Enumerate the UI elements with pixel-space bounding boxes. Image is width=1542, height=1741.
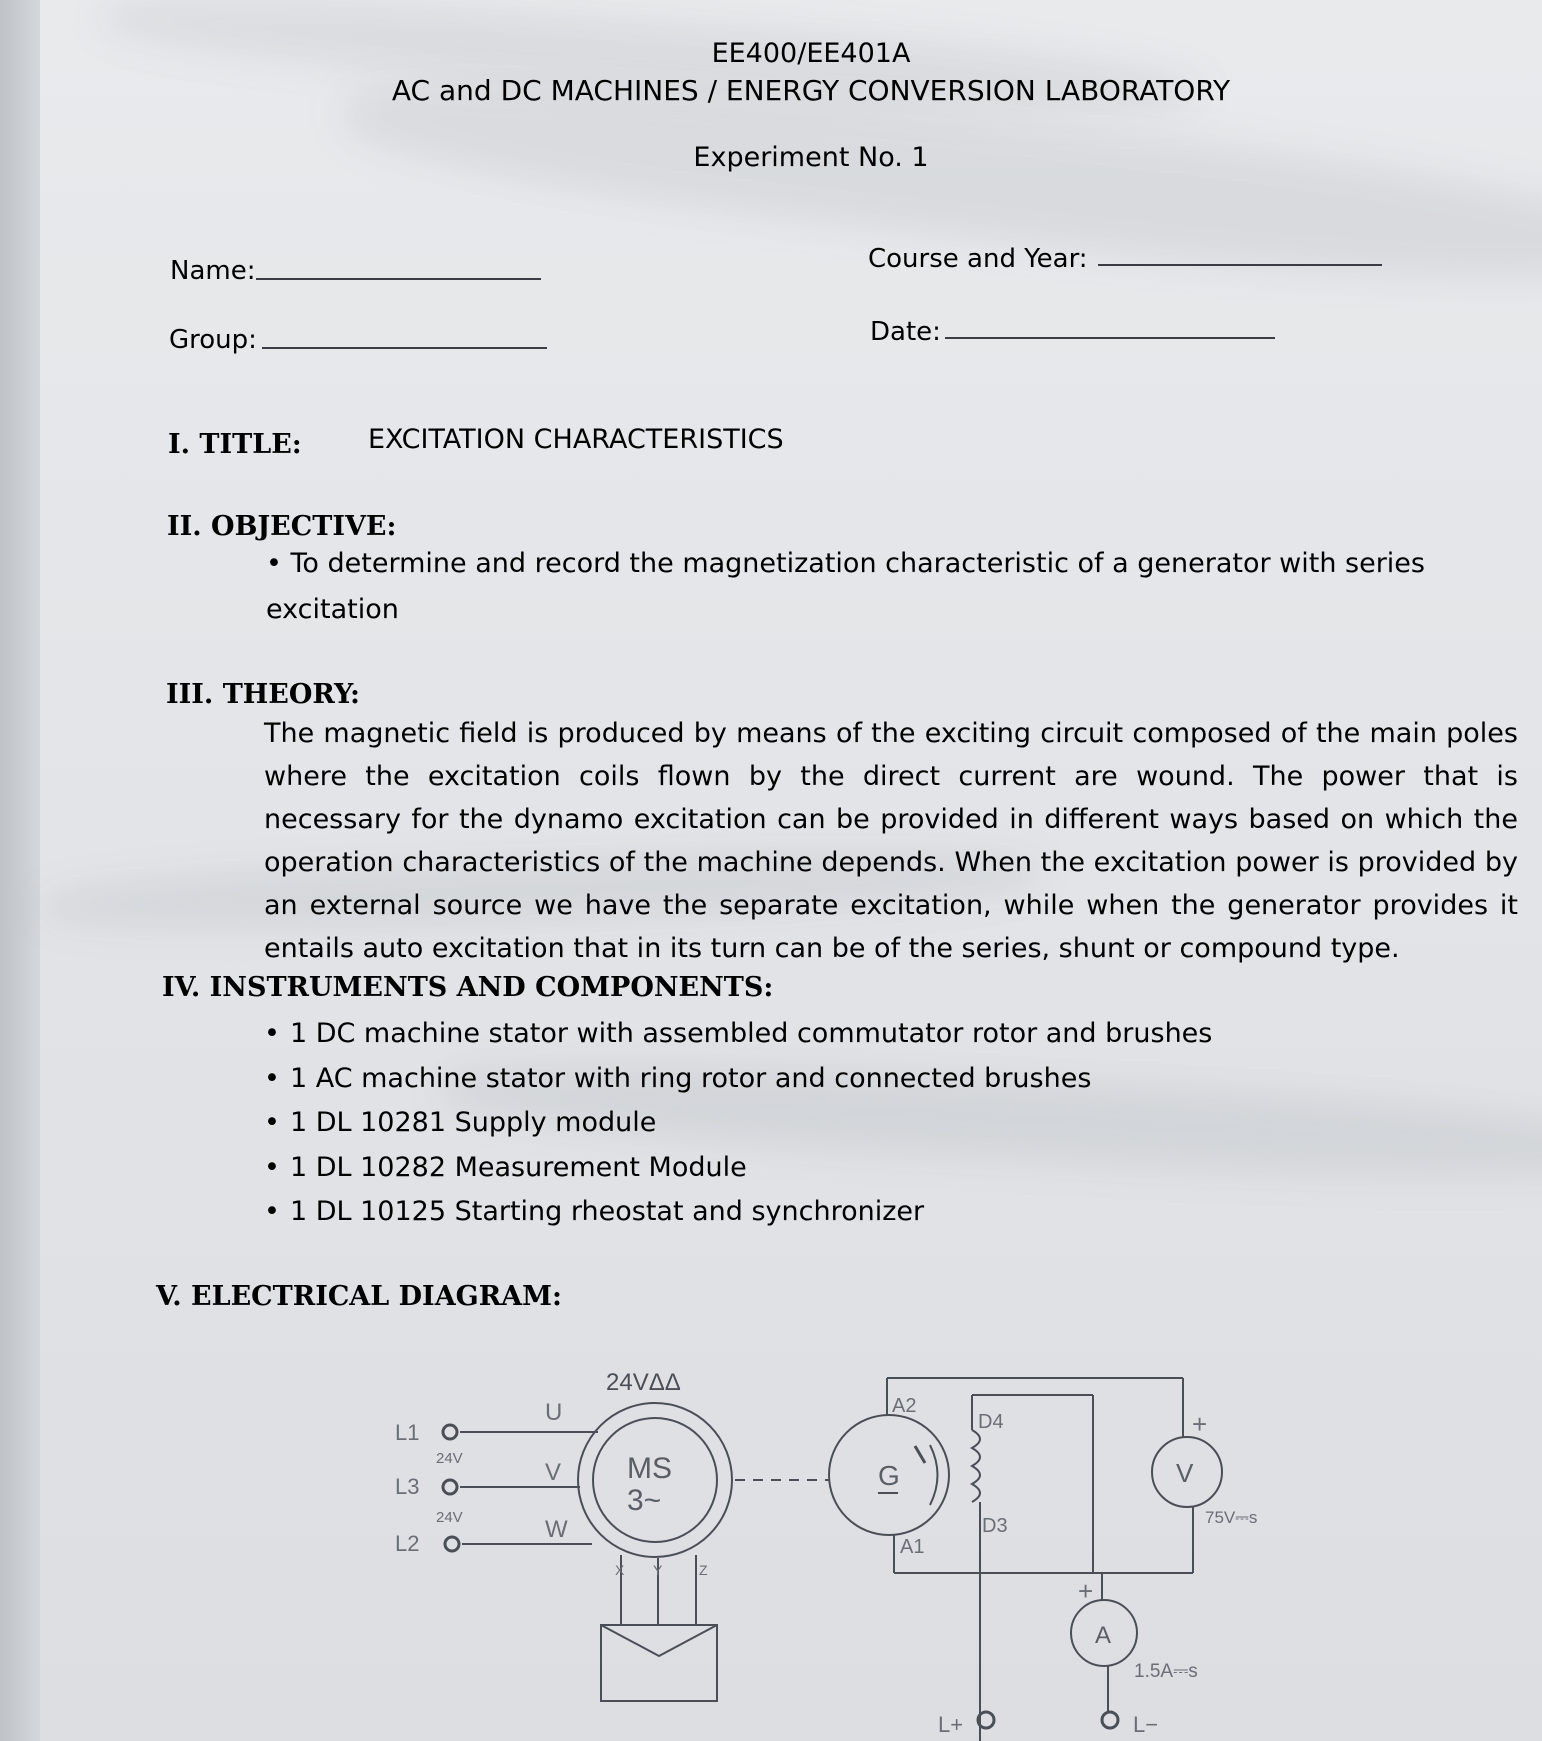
terminal-a2-label: A2 <box>892 1395 917 1417</box>
brush-mark <box>915 1446 925 1463</box>
course-year-label: Course and Year: <box>868 244 1088 274</box>
ammeter-plus: + <box>1078 1576 1094 1606</box>
dc-plus-label: L+ <box>938 1712 964 1737</box>
voltmeter-range: 75V⎓s <box>1205 1508 1258 1527</box>
motor-label: 3~ <box>627 1484 662 1517</box>
instrument-item: • 1 DL 10281 Supply module <box>264 1107 656 1138</box>
terminal-l3-icon <box>443 1480 457 1494</box>
motor-label: MS <box>627 1452 672 1485</box>
ammeter-symbol: A <box>1095 1622 1112 1649</box>
group-label: Group: <box>169 325 257 355</box>
phase-label: W <box>545 1516 568 1543</box>
name-label: Name: <box>170 256 256 286</box>
star-label: Y <box>653 1562 663 1578</box>
terminal-lminus-icon <box>1102 1712 1118 1728</box>
terminal-label: L2 <box>395 1531 420 1556</box>
experiment-number: Experiment No. 1 <box>693 142 929 173</box>
terminal-l1-icon <box>443 1425 457 1439</box>
title-value: EXCITATION CHARACTERISTICS <box>368 424 784 455</box>
instrument-item: • 1 DL 10282 Measurement Module <box>264 1152 747 1183</box>
star-connection <box>601 1625 717 1656</box>
date-label: Date: <box>870 317 941 347</box>
terminal-d3-label: D3 <box>982 1515 1008 1537</box>
brush-arc <box>930 1445 938 1505</box>
motor-rating-label: 24VΔΔ <box>606 1369 681 1396</box>
terminal-l2-icon <box>445 1537 459 1551</box>
theory-paragraph: The magnetic field is produced by means of the exciting circuit composed of the main poles where the excitation coils flown by the direct current are wound. The power that is necessary for the dynamo excitation can be provided in different ways based on which the operation characteristics of the machine depends. When the excitation power is provided by an external source we have the separate excitation, while when the generator provides it entails auto excitation that in its turn can be of the series, shunt or compound type. <box>264 718 1518 964</box>
terminal-a1-label: A1 <box>900 1536 925 1558</box>
bullet-icon: • <box>266 548 282 579</box>
phase-label: V <box>545 1459 562 1486</box>
terminal-label: L1 <box>395 1420 420 1445</box>
field-coil-icon <box>972 1430 980 1502</box>
star-box <box>601 1625 717 1701</box>
phase-label: U <box>545 1399 563 1426</box>
dc-minus-label: L− <box>1133 1712 1159 1737</box>
generator-label: G <box>878 1460 900 1491</box>
objective-heading: II. OBJECTIVE: <box>167 511 397 542</box>
instrument-item: • 1 DL 10125 Starting rheostat and synchronizer <box>264 1196 924 1227</box>
voltmeter-plus: + <box>1192 1409 1208 1439</box>
terminal-label: L3 <box>395 1474 420 1499</box>
voltmeter-symbol: V <box>1176 1458 1194 1488</box>
phase-voltage-label: 24V <box>436 1450 463 1467</box>
instrument-item: • 1 AC machine stator with ring rotor and connected brushes <box>264 1063 1091 1094</box>
instrument-item: • 1 DC machine stator with assembled commutator rotor and brushes <box>264 1018 1212 1049</box>
objective-text-continued: excitation <box>266 594 399 625</box>
title-heading: I. TITLE: <box>168 429 302 460</box>
terminal-d4-label: D4 <box>978 1411 1004 1433</box>
theory-heading: III. THEORY: <box>166 679 360 710</box>
star-label: Z <box>699 1562 708 1578</box>
lab-title: AC and DC MACHINES / ENERGY CONVERSION LABORATORY <box>391 74 1231 107</box>
phase-voltage-label: 24V <box>436 1509 463 1526</box>
objective-text: To determine and record the magnetization characteristic of a generator with series <box>290 548 1425 579</box>
star-label: X <box>615 1562 625 1578</box>
instruments-heading: IV. INSTRUMENTS AND COMPONENTS: <box>162 972 774 1003</box>
course-code: EE400/EE401A <box>711 38 911 69</box>
ammeter-range: 1.5A⎓s <box>1134 1661 1198 1682</box>
diagram-heading: V. ELECTRICAL DIAGRAM: <box>156 1281 562 1312</box>
